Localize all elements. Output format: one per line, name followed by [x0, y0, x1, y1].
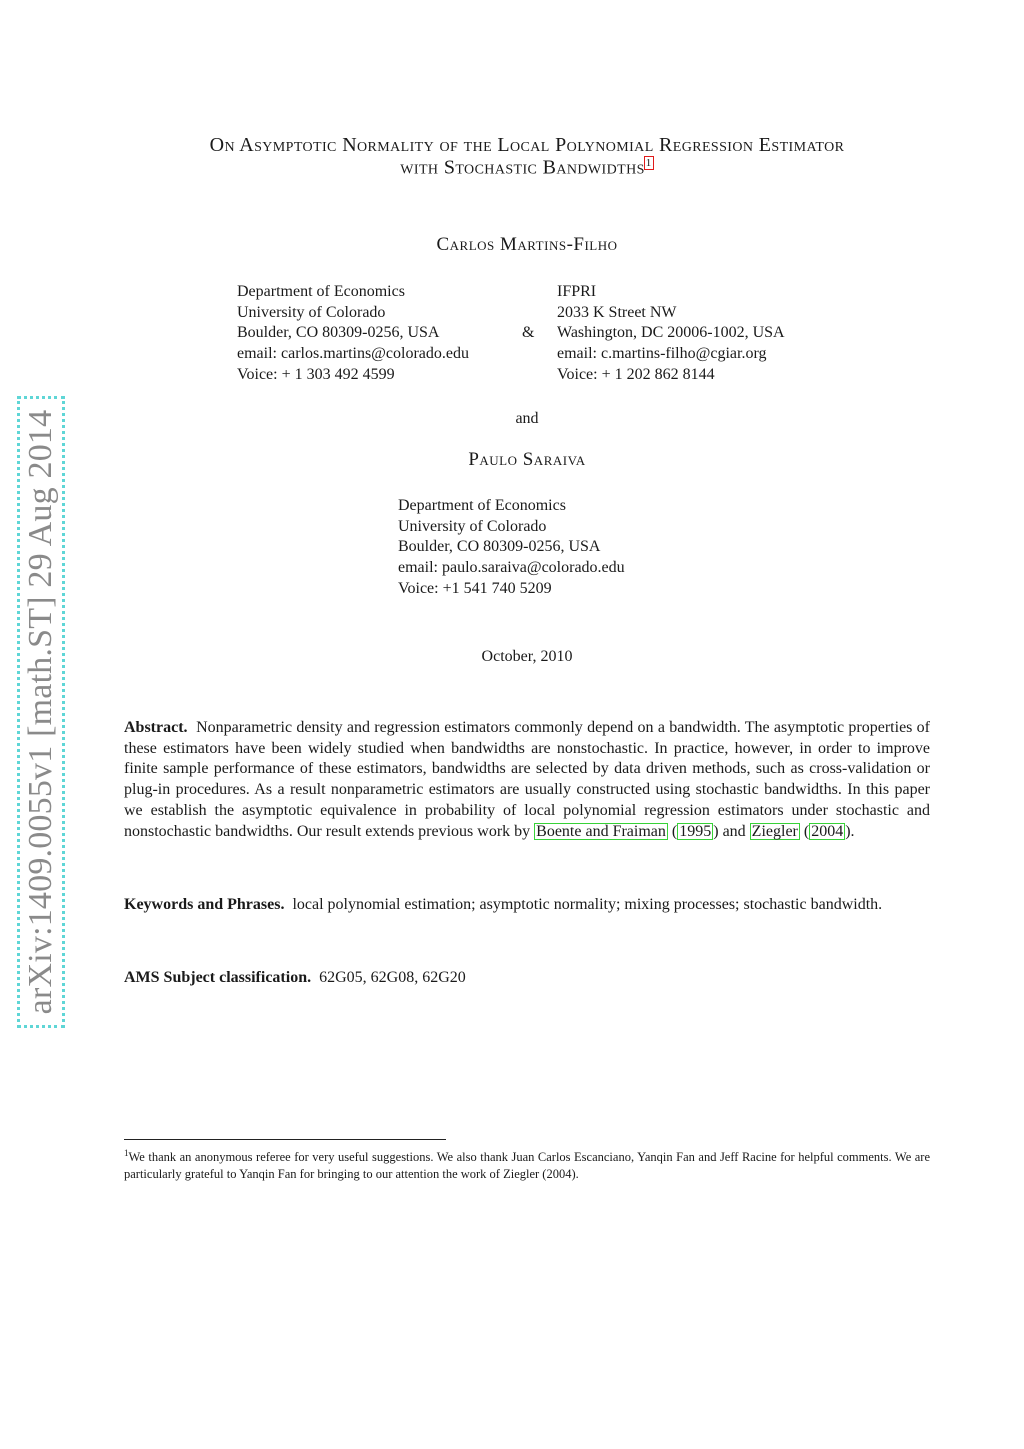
affiliation-voice: Voice: + 1 303 492 4599	[237, 365, 395, 383]
abstract-label: Abstract.	[124, 719, 188, 736]
author-2-affiliation	[398, 496, 625, 600]
affiliation-line: Department of Economics	[398, 497, 566, 514]
arxiv-stamp-text: arXiv:1409.0055v1 [math.ST] 29 Aug 2014	[22, 409, 59, 1015]
ams-text: 62G05, 62G08, 62G20	[319, 969, 466, 986]
keywords-label: Keywords and Phrases.	[124, 896, 285, 913]
affiliation-line: IFPRI	[557, 283, 597, 300]
footnote-marker: 1	[124, 1148, 129, 1158]
keywords	[124, 895, 930, 916]
title-footnote-link[interactable]: 1	[645, 157, 652, 169]
affiliation-voice: Voice: + 1 202 862 8144	[557, 365, 715, 383]
author-1-name: Carlos Martins-Filho	[436, 234, 618, 255]
affiliation-email: email: c.martins-filho@cgiar.org	[557, 345, 767, 363]
title-line-2	[0, 156, 1024, 179]
keywords-text: local polynomial estimation; asymptotic normality; mixing processes; stochastic bandwidth.	[292, 896, 883, 913]
ams-classification	[124, 968, 930, 989]
author-1-affiliation-right	[557, 282, 785, 386]
affiliation-ampersand: &	[522, 324, 535, 341]
ams-label: AMS Subject classification.	[124, 969, 312, 986]
affiliation-line: Washington, DC 20006-1002, USA	[557, 324, 785, 342]
author-2-name: Paulo Saraiva	[468, 449, 586, 470]
abstract-text: Nonparametric density and regression estimators commonly depend on a bandwidth. The asymptotic properties of these estimators have been widely studied when bandwidths are nonstochastic. In practice, however, in order to improve finite sample performance of these estimators, bandwidths are selected by data driven methods, such as cross-validation or plug-in procedures. As a result nonparametric estimators are usually constructed using stochastic bandwidths. In this paper we establish the asymptotic equivalence in probability of local polynomial regression estimators under stochastic and nonstochastic bandwidths. Our result extends previous work by	[124, 719, 931, 840]
arxiv-stamp	[17, 396, 65, 1028]
paper-date: October, 2010	[481, 648, 573, 665]
affiliation-email: email: paulo.saraiva@colorado.edu	[398, 559, 625, 577]
affiliation-line: University of Colorado	[398, 517, 547, 535]
abstract: Abstract. Nonparametric density and regression estimators commonly depend on a bandwidth. The asymptotic properties of these estimators have been widely studied when bandwidths are nonstochastic. In practice, however, in order to improve finite sample performance of these estimators, bandwidths are selected by data driven methods, such as cross-validation or plug-in procedures. As a result nonparametric estimators are usually constructed using stochastic bandwidths. In this paper we establish the asymptotic equivalence in probability of local polynomial regression estimators under stochastic and nonstochastic bandwidths. Our result extends previous work by Boente and Fraiman ( 1995 ) and Ziegler ( 2004 ).	[124, 719, 931, 840]
citation-year-1995[interactable]: 1995	[679, 822, 712, 840]
affiliation-email: email: carlos.martins@colorado.edu	[237, 345, 469, 363]
citation-ziegler[interactable]: Ziegler	[751, 822, 798, 840]
affiliation-line: Boulder, CO 80309-0256, USA	[237, 324, 440, 342]
citation-year-2004[interactable]: 2004	[811, 822, 844, 840]
author-1-affiliation-left	[237, 282, 469, 386]
title-line-2-text: with Stochastic Bandwidths	[400, 156, 645, 179]
abstract-and: and	[722, 822, 746, 840]
abstract-end: ).	[845, 822, 855, 840]
footnote-rule	[124, 1139, 446, 1140]
footnote-text: We thank an anonymous referee for very useful suggestions. We also thank Juan Carlos Escanciano, Yanqin Fan and Jeff Racine for helpful comments. We are particularly grateful to Yanqin Fan for bringing to our attention the work of Ziegler (2004).	[124, 1150, 930, 1181]
footnote	[124, 1145, 930, 1182]
paper-title	[0, 134, 1024, 179]
affiliation-line: Boulder, CO 80309-0256, USA	[398, 538, 601, 556]
affiliation-voice: Voice: +1 541 740 5209	[398, 579, 552, 597]
affiliation-line: University of Colorado	[237, 303, 386, 321]
and-separator: and	[515, 410, 539, 427]
affiliation-line: Department of Economics	[237, 283, 405, 300]
title-line-1: On Asymptotic Normality of the Local Polynomial Regression Estimator	[209, 134, 845, 156]
affiliation-line: 2033 K Street NW	[557, 303, 677, 321]
citation-boente-fraiman[interactable]: Boente and Fraiman	[536, 822, 666, 840]
